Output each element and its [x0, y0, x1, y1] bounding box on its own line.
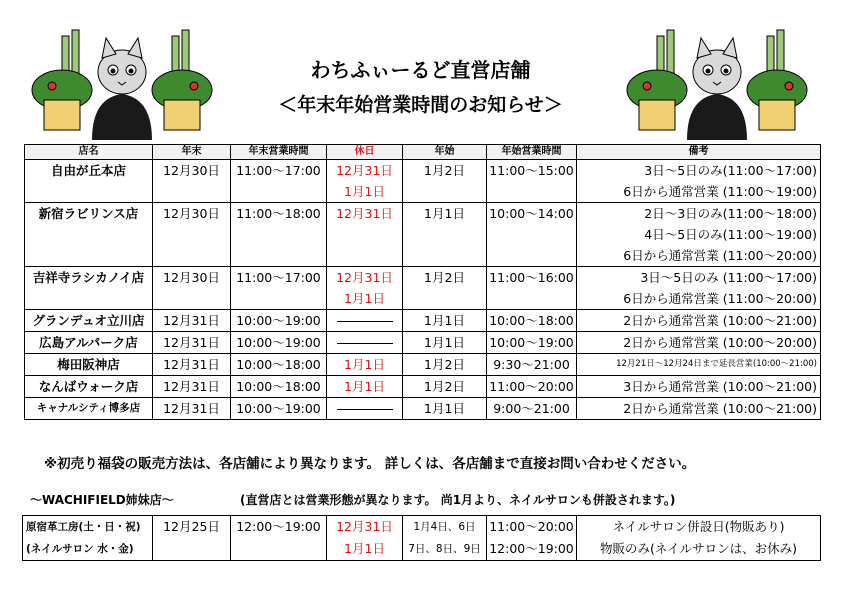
note-line: 3日～5日のみ (11:00～17:00)	[640, 270, 817, 285]
year-end-date: 12月31日	[163, 313, 220, 328]
sister-year-end-hours-text: 12:00～19:00	[236, 519, 321, 534]
new-year-date: 1月1日	[424, 401, 465, 416]
store-name-cell	[25, 332, 153, 354]
holiday-date: 12月31日	[336, 163, 393, 178]
note-line: 6日から通常営業 (11:00～20:00)	[623, 248, 817, 263]
new-year-hours: 9:30～21:00	[493, 357, 570, 372]
col-header-new-year: 年始	[403, 145, 487, 160]
new-year-hours: 11:00～20:00	[489, 379, 574, 394]
store-name: グランデュオ立川店	[32, 313, 145, 328]
note-line: 12月21日～12月24日まで延長営業(10:00～21:00)	[616, 359, 817, 369]
store-name-cell	[25, 398, 153, 420]
sister-new-year-hours	[487, 516, 577, 561]
dash-line	[337, 409, 393, 410]
store-name-cell	[25, 267, 153, 310]
col-header-new-year-hours: 年始営業時間	[487, 145, 577, 160]
new-year-date-cell	[403, 354, 487, 376]
year-end-hours-cell	[231, 332, 327, 354]
sister-new-year-hours-text: 11:00～20:00	[489, 519, 574, 534]
holiday-date: 12月31日	[336, 206, 393, 221]
holiday-date: 1月1日	[344, 379, 385, 394]
holiday-cell	[327, 398, 403, 420]
sister-note-line: ネイルサロン併設日(物販あり)	[612, 519, 785, 534]
sister-new-year	[403, 516, 487, 561]
holiday-date: 12月31日	[336, 270, 393, 285]
new-year-hours-cell	[487, 267, 577, 310]
col-header-notes: 備考	[577, 145, 821, 160]
year-end-hours-cell	[231, 267, 327, 310]
notes-cell	[577, 398, 821, 420]
note-line: 6日から通常営業 (11:00～19:00)	[623, 184, 817, 199]
table-row	[25, 160, 821, 203]
new-year-hours-cell	[487, 310, 577, 332]
table-row	[23, 516, 821, 561]
sister-note-line: 物販のみ(ネイルサロンは、お休み)	[599, 541, 797, 556]
col-header-holiday: 休日	[327, 145, 403, 160]
page-title: わちふぃーるど直営店舗	[310, 58, 531, 82]
year-end-hours: 10:00～19:00	[236, 401, 321, 416]
store-hours-table	[24, 144, 821, 420]
col-header-year-end-hours: 年末営業時間	[231, 145, 327, 160]
table-row	[25, 203, 821, 267]
year-end-hours-cell	[231, 376, 327, 398]
note-line: 2日から通常営業 (10:00～21:00)	[623, 401, 817, 416]
table-row	[25, 267, 821, 310]
store-name-cell	[25, 376, 153, 398]
store-name-cell	[25, 310, 153, 332]
note-line: 2日から通常営業 (10:00～21:00)	[623, 313, 817, 328]
store-name-cell	[25, 203, 153, 267]
new-year-hours: 10:00～14:00	[489, 206, 574, 221]
new-year-date-cell	[403, 376, 487, 398]
sister-notes	[577, 516, 821, 561]
store-name: なんばウォーク店	[38, 379, 139, 394]
year-end-hours: 10:00～19:00	[236, 313, 321, 328]
note-line: 4日～5日のみ(11:00～19:00)	[644, 227, 817, 242]
holiday-cell	[327, 160, 403, 203]
holiday-cell	[327, 267, 403, 310]
year-end-date-cell	[153, 376, 231, 398]
page-subtitle: ＜年末年始営業時間のお知らせ＞	[278, 94, 563, 116]
store-name-cell	[25, 354, 153, 376]
year-end-date-cell	[153, 267, 231, 310]
new-year-date-cell	[403, 203, 487, 267]
store-name-cell	[25, 160, 153, 203]
store-name: 新宿ラビリンス店	[38, 206, 139, 221]
holiday-date: 1月1日	[344, 357, 385, 372]
fukubukuro-note: ※初売り福袋の販売方法は、各店舗により異なります。 詳しくは、各店舗まで直接お問い合わせください。	[44, 456, 696, 472]
holiday-cell	[327, 354, 403, 376]
store-name: キャナルシティ博多店	[36, 402, 141, 414]
new-year-hours: 11:00～15:00	[489, 163, 574, 178]
year-end-date-cell	[153, 310, 231, 332]
new-year-date-cell	[403, 332, 487, 354]
store-name: 広島アルパーク店	[39, 335, 138, 350]
new-year-date: 1月2日	[424, 163, 465, 178]
year-end-date-cell	[153, 160, 231, 203]
new-year-date-cell	[403, 267, 487, 310]
new-year-hours-cell	[487, 398, 577, 420]
table-row	[25, 332, 821, 354]
year-end-hours: 10:00～18:00	[236, 357, 321, 372]
new-year-date: 1月1日	[424, 206, 465, 221]
year-end-date-cell	[153, 354, 231, 376]
col-header-year-end: 年末	[153, 145, 231, 160]
new-year-date: 1月1日	[424, 335, 465, 350]
sister-store-name	[23, 516, 153, 561]
cat-kadomatsu-illustration-right	[617, 28, 817, 140]
year-end-hours-cell	[231, 160, 327, 203]
year-end-date: 12月31日	[163, 401, 220, 416]
new-year-date: 1月2日	[424, 379, 465, 394]
table-row	[25, 354, 821, 376]
holiday-date: 1月1日	[344, 184, 385, 199]
notes-cell	[577, 203, 821, 267]
year-end-date: 12月30日	[163, 270, 220, 285]
year-end-hours-cell	[231, 354, 327, 376]
new-year-hours: 10:00～18:00	[489, 313, 574, 328]
new-year-date: 1月2日	[424, 357, 465, 372]
notes-cell	[577, 354, 821, 376]
sister-new-year-hours-text: 12:00～19:00	[489, 541, 574, 556]
table-header-row	[25, 145, 821, 160]
sister-new-year-days: 1月4日、6日	[413, 521, 476, 533]
sister-new-year-days: 7日、8日、9日	[408, 543, 481, 555]
cat-kadomatsu-illustration-left	[22, 28, 222, 140]
holiday-cell	[327, 310, 403, 332]
store-name: 吉祥寺ラシカノイ店	[32, 270, 145, 285]
sister-holidays	[327, 516, 403, 561]
new-year-hours-cell	[487, 332, 577, 354]
new-year-hours: 10:00～19:00	[489, 335, 574, 350]
note-line: 6日から通常営業 (11:00～20:00)	[623, 291, 817, 306]
sister-store-table	[22, 515, 821, 561]
new-year-date: 1月2日	[424, 270, 465, 285]
note-line: 2日～3日のみ(11:00～18:00)	[644, 206, 817, 221]
sister-year-end	[153, 516, 231, 561]
new-year-hours-cell	[487, 354, 577, 376]
sister-holiday-date: 12月31日	[336, 519, 393, 534]
store-name: 自由が丘本店	[50, 163, 126, 178]
sister-store-name-line: (ネイルサロン 水・金)	[26, 543, 134, 555]
table-row	[25, 376, 821, 398]
sister-year-end-date: 12月25日	[163, 519, 220, 534]
sister-store-subnote: (直営店とは営業形態が異なります。 尚1月より、ネイルサロンも併設されます。)	[240, 493, 676, 507]
notes-cell	[577, 310, 821, 332]
year-end-hours: 11:00～17:00	[236, 270, 321, 285]
table-row	[25, 310, 821, 332]
year-end-date: 12月31日	[163, 335, 220, 350]
year-end-hours-cell	[231, 310, 327, 332]
year-end-date: 12月31日	[163, 357, 220, 372]
holiday-cell	[327, 203, 403, 267]
notes-cell	[577, 267, 821, 310]
holiday-cell	[327, 376, 403, 398]
year-end-hours: 11:00～18:00	[236, 206, 321, 221]
no-holiday-dash	[327, 398, 402, 419]
table-row	[25, 398, 821, 420]
store-name: 梅田阪神店	[57, 357, 120, 372]
sister-store-heading: ～WACHIFIELD姉妹店～	[30, 493, 174, 507]
notes-cell	[577, 332, 821, 354]
year-end-date-cell	[153, 203, 231, 267]
new-year-hours-cell	[487, 376, 577, 398]
new-year-date-cell	[403, 398, 487, 420]
year-end-date: 12月30日	[163, 163, 220, 178]
new-year-date: 1月1日	[424, 313, 465, 328]
new-year-date-cell	[403, 160, 487, 203]
no-holiday-dash	[327, 310, 402, 331]
no-holiday-dash	[327, 332, 402, 353]
dash-line	[337, 321, 393, 322]
year-end-hours-cell	[231, 203, 327, 267]
holiday-cell	[327, 332, 403, 354]
sister-store-name-line: 原宿革工房(土・日・祝)	[26, 521, 141, 533]
notes-cell	[577, 160, 821, 203]
year-end-date: 12月31日	[163, 379, 220, 394]
col-header-store: 店名	[25, 145, 153, 160]
year-end-date-cell	[153, 332, 231, 354]
note-line: 3日～5日のみ(11:00～17:00)	[644, 163, 817, 178]
holiday-date: 1月1日	[344, 291, 385, 306]
new-year-hours-cell	[487, 160, 577, 203]
dash-line	[337, 343, 393, 344]
new-year-hours: 11:00～16:00	[489, 270, 574, 285]
sister-holiday-date: 1月1日	[344, 541, 385, 556]
year-end-hours: 10:00～19:00	[236, 335, 321, 350]
year-end-date: 12月30日	[163, 206, 220, 221]
year-end-hours: 11:00～17:00	[236, 163, 321, 178]
year-end-hours: 10:00～18:00	[236, 379, 321, 394]
year-end-hours-cell	[231, 398, 327, 420]
note-line: 3日から通常営業 (10:00～21:00)	[623, 379, 817, 394]
new-year-hours: 9:00～21:00	[493, 401, 570, 416]
sister-year-end-hours	[231, 516, 327, 561]
year-end-date-cell	[153, 398, 231, 420]
new-year-date-cell	[403, 310, 487, 332]
notes-cell	[577, 376, 821, 398]
new-year-hours-cell	[487, 203, 577, 267]
note-line: 2日から通常営業 (10:00～20:00)	[623, 335, 817, 350]
